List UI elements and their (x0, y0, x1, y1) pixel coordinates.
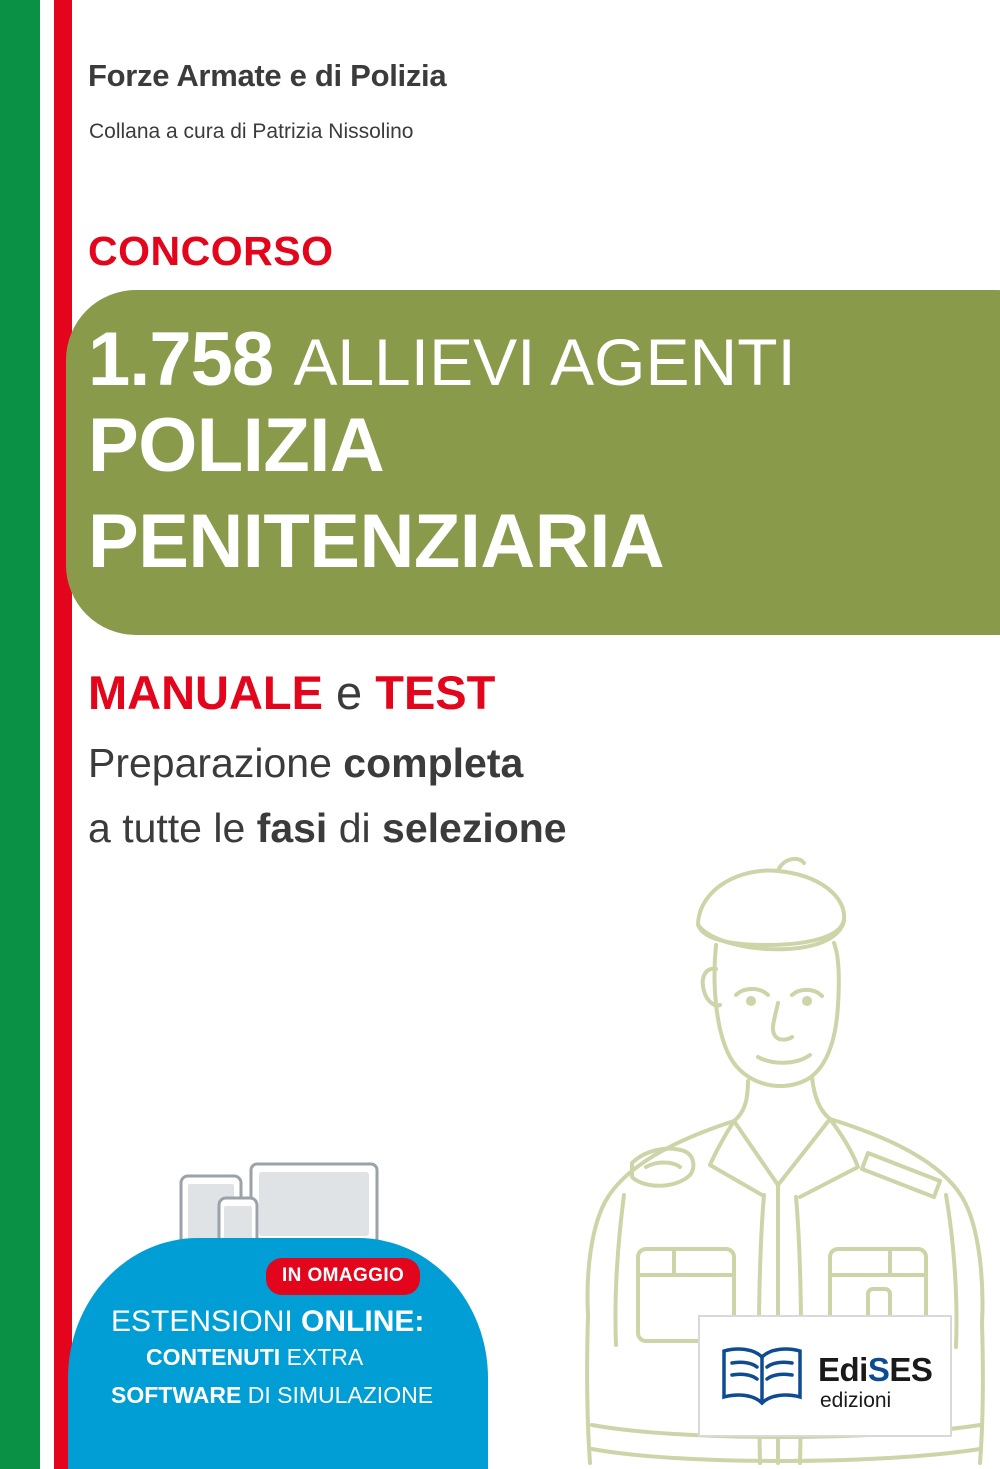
subtitle-line2-a: Preparazione (88, 740, 344, 786)
series-editor: Collana a cura di Patrizia Nissolino (89, 120, 414, 143)
flag-stripe-red (54, 0, 72, 1469)
promo-line1-b: ONLINE: (301, 1305, 425, 1338)
badge-in-omaggio: IN OMAGGIO (266, 1258, 420, 1295)
publisher-name (818, 1351, 932, 1389)
subtitle-conjunction: e (322, 666, 376, 719)
promo-line-1 (111, 1305, 424, 1339)
subtitle-line2-b: completa (343, 740, 524, 786)
flag-stripe-green (0, 0, 40, 1469)
kicker-concorso: CONCORSO (88, 228, 334, 274)
subtitle-manuale-test (88, 665, 495, 720)
promo-line3-a: SOFTWARE (111, 1382, 248, 1408)
promo-line3-b: DI SIMULAZIONE (247, 1382, 434, 1408)
subtitle-manuale: MANUALE (88, 666, 323, 719)
cover-content (88, 0, 1000, 1469)
promo-line2-a: CONTENUTI (146, 1344, 287, 1370)
promo-line2-b: EXTRA (286, 1344, 364, 1370)
publisher-name-a: Edi (818, 1351, 868, 1388)
publisher-name-b: S (867, 1351, 890, 1388)
promo-line-3 (111, 1382, 433, 1409)
subtitle-line3-b: fasi (256, 805, 328, 851)
title-panel (66, 290, 1000, 635)
series-title: Forze Armate e di Polizia (88, 58, 447, 93)
subtitle-line3-a: a tutte le (88, 805, 257, 851)
title-line-1 (88, 316, 796, 403)
promo-line-2 (146, 1344, 363, 1371)
title-line-3: PENITENZIARIA (88, 499, 665, 584)
promo-line1-a: ESTENSIONI (111, 1305, 302, 1338)
title-number: 1.758 (88, 317, 294, 402)
title-line1-rest: ALLIEVI AGENTI (293, 325, 796, 399)
subtitle-line3-d: selezione (382, 805, 567, 851)
title-line-2: POLIZIA (88, 403, 385, 488)
subtitle-line3-c: di (327, 805, 383, 851)
open-book-icon (716, 1339, 808, 1411)
publisher-tagline: edizioni (820, 1389, 892, 1412)
publisher-logo (698, 1315, 952, 1437)
flag-stripe-white (40, 0, 54, 1469)
subtitle-test: TEST (375, 666, 496, 719)
subtitle-line-2 (88, 740, 523, 787)
publisher-name-c: ES (889, 1351, 933, 1388)
